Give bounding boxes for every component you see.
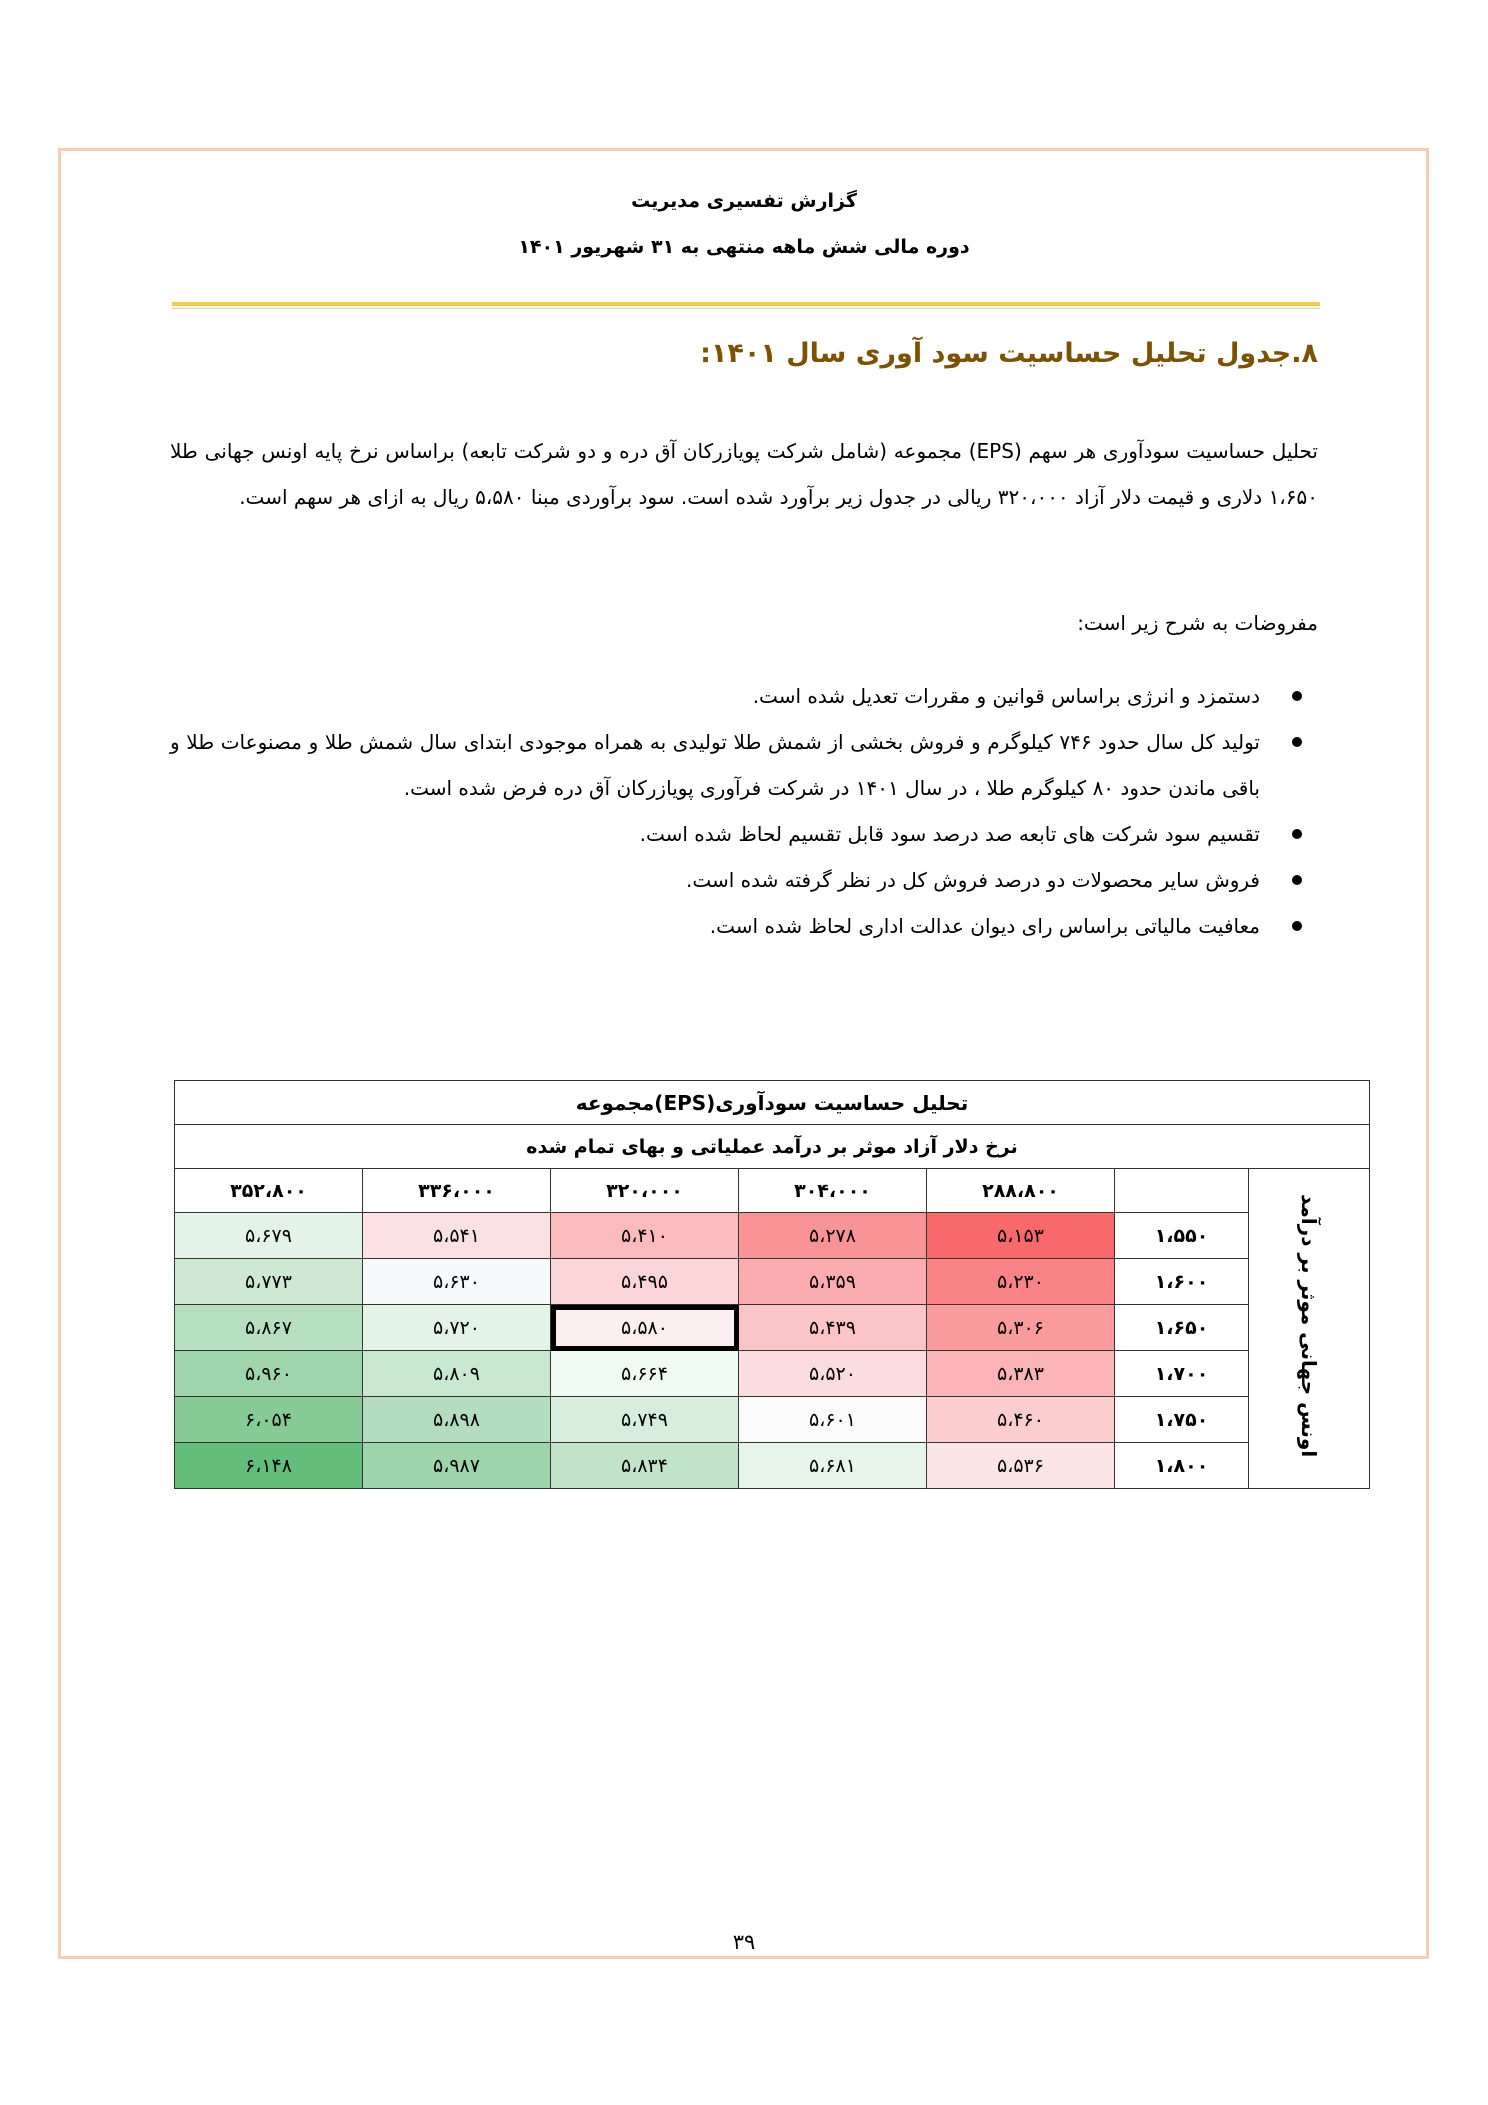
- table-cell: ۵،۵۳۶: [927, 1443, 1115, 1489]
- bullet-icon: [1292, 737, 1302, 747]
- row-group-label: اونس جهانی موثر بر درآمد: [1249, 1169, 1370, 1489]
- table-cell: ۵،۷۲۰: [363, 1305, 551, 1351]
- list-item: تقسیم سود شرکت های تابعه صد درصد سود قابل تقسیم لحاظ شده است.: [170, 811, 1318, 857]
- row-header: ۱،۷۵۰: [1115, 1397, 1249, 1443]
- table-cell: ۵،۶۳۰: [363, 1259, 551, 1305]
- table-row: [175, 1259, 1370, 1305]
- table-row: [175, 1351, 1370, 1397]
- table-row: [175, 1213, 1370, 1259]
- table-cell: ۵،۴۳۹: [739, 1305, 927, 1351]
- table-cell: ۵،۹۶۰: [175, 1351, 363, 1397]
- table-cell: ۵،۴۱۰: [551, 1213, 739, 1259]
- table-row: [175, 1397, 1370, 1443]
- table-cell: ۵،۵۲۰: [739, 1351, 927, 1397]
- column-group-label: نرخ دلار آزاد موثر بر درآمد عملیاتی و بهای تمام شده: [175, 1125, 1370, 1169]
- table-cell: ۵،۶۶۴: [551, 1351, 739, 1397]
- assumptions-list: [170, 673, 1318, 949]
- table-cell: ۵،۳۰۶: [927, 1305, 1115, 1351]
- bullet-icon: [1292, 921, 1302, 931]
- table-cell: ۵،۸۳۴: [551, 1443, 739, 1489]
- table-cell: ۵،۸۶۷: [175, 1305, 363, 1351]
- table-title: تحلیل حساسیت سودآوری(EPS)مجموعه: [175, 1081, 1370, 1125]
- table-row: [175, 1443, 1370, 1489]
- list-item: دستمزد و انرژی براساس قوانین و مقررات تعدیل شده است.: [170, 673, 1318, 719]
- row-header: ۱،۸۰۰: [1115, 1443, 1249, 1489]
- table-cell: ۵،۵۴۱: [363, 1213, 551, 1259]
- row-header: ۱،۵۵۰: [1115, 1213, 1249, 1259]
- table-cell: ۵،۳۸۳: [927, 1351, 1115, 1397]
- bullet-icon: [1292, 691, 1302, 701]
- report-title: گزارش تفسیری مدیریت: [631, 190, 857, 212]
- page-border: [58, 148, 1429, 1959]
- list-item: فروش سایر محصولات دو درصد فروش کل در نظر گرفته شده است.: [170, 857, 1318, 903]
- table-cell: ۶،۰۵۴: [175, 1397, 363, 1443]
- table-cell: ۵،۶۸۱: [739, 1443, 927, 1489]
- base-case-cell: ۵،۵۸۰: [551, 1305, 739, 1351]
- table-cell: ۵،۸۹۸: [363, 1397, 551, 1443]
- header-divider-thin: [172, 308, 1320, 309]
- table-cell: ۵،۹۸۷: [363, 1443, 551, 1489]
- sensitivity-table: [174, 1080, 1370, 1489]
- table-row: [175, 1305, 1370, 1351]
- table-cell: ۵،۴۶۰: [927, 1397, 1115, 1443]
- table-cell: ۵،۶۰۱: [739, 1397, 927, 1443]
- column-header: ۳۵۲،۸۰۰: [175, 1169, 363, 1213]
- corner-cell: [1115, 1169, 1249, 1213]
- assumptions-label: مفروضات به شرح زیر است:: [1077, 611, 1318, 635]
- table-cell: ۵،۷۷۳: [175, 1259, 363, 1305]
- report-period: دوره مالی شش ماهه منتهی به ۳۱ شهریور ۱۴۰۱: [518, 236, 970, 258]
- table-cell: ۵،۴۹۵: [551, 1259, 739, 1305]
- row-header: ۱،۶۵۰: [1115, 1305, 1249, 1351]
- list-item: معافیت مالیاتی براساس رای دیوان عدالت اداری لحاظ شده است.: [170, 903, 1318, 949]
- table-cell: ۵،۲۳۰: [927, 1259, 1115, 1305]
- column-header: ۳۲۰،۰۰۰: [551, 1169, 739, 1213]
- list-item: تولید کل سال حدود ۷۴۶ کیلوگرم و فروش بخشی از شمش طلا تولیدی به همراه موجودی ابتدای سال شمش طلا و مصنوعات طلا و باقی ماندن حدود ۸۰ کیلوگرم طلا ، در سال ۱۴۰۱ در شرکت فرآوری پویازرکان آق دره فرض شده است.: [170, 719, 1318, 811]
- header-divider: [172, 302, 1320, 306]
- column-header: ۳۳۶،۰۰۰: [363, 1169, 551, 1213]
- column-header: ۲۸۸،۸۰۰: [927, 1169, 1115, 1213]
- report-header: [0, 188, 1488, 260]
- table-cell: ۵،۲۷۸: [739, 1213, 927, 1259]
- bullet-icon: [1292, 829, 1302, 839]
- row-header: ۱،۶۰۰: [1115, 1259, 1249, 1305]
- page-number: ۳۹: [732, 1930, 756, 1954]
- table-cell: ۵،۳۵۹: [739, 1259, 927, 1305]
- column-header: ۳۰۴،۰۰۰: [739, 1169, 927, 1213]
- table-cell: ۵،۷۴۹: [551, 1397, 739, 1443]
- table-cell: ۶،۱۴۸: [175, 1443, 363, 1489]
- row-header: ۱،۷۰۰: [1115, 1351, 1249, 1397]
- table-cell: ۵،۶۷۹: [175, 1213, 363, 1259]
- section-title: ۸.جدول تحلیل حساسیت سود آوری سال ۱۴۰۱:: [700, 338, 1318, 369]
- intro-paragraph: تحلیل حساسیت سودآوری هر سهم (EPS) مجموعه (شامل شرکت پویازرکان آق دره و دو شرکت تابعه) براساس نرخ پایه اونس جهانی طلا ۱،۶۵۰ دلاری و قیمت دلار آزاد ۳۲۰،۰۰۰ ریالی در جدول زیر برآورد شده است. سود برآوردی مبنا ۵،۵۸۰ ریال به ازای هر سهم است.: [170, 439, 1318, 509]
- table-cell: ۵،۱۵۳: [927, 1213, 1115, 1259]
- bullet-icon: [1292, 875, 1302, 885]
- table-cell: ۵،۸۰۹: [363, 1351, 551, 1397]
